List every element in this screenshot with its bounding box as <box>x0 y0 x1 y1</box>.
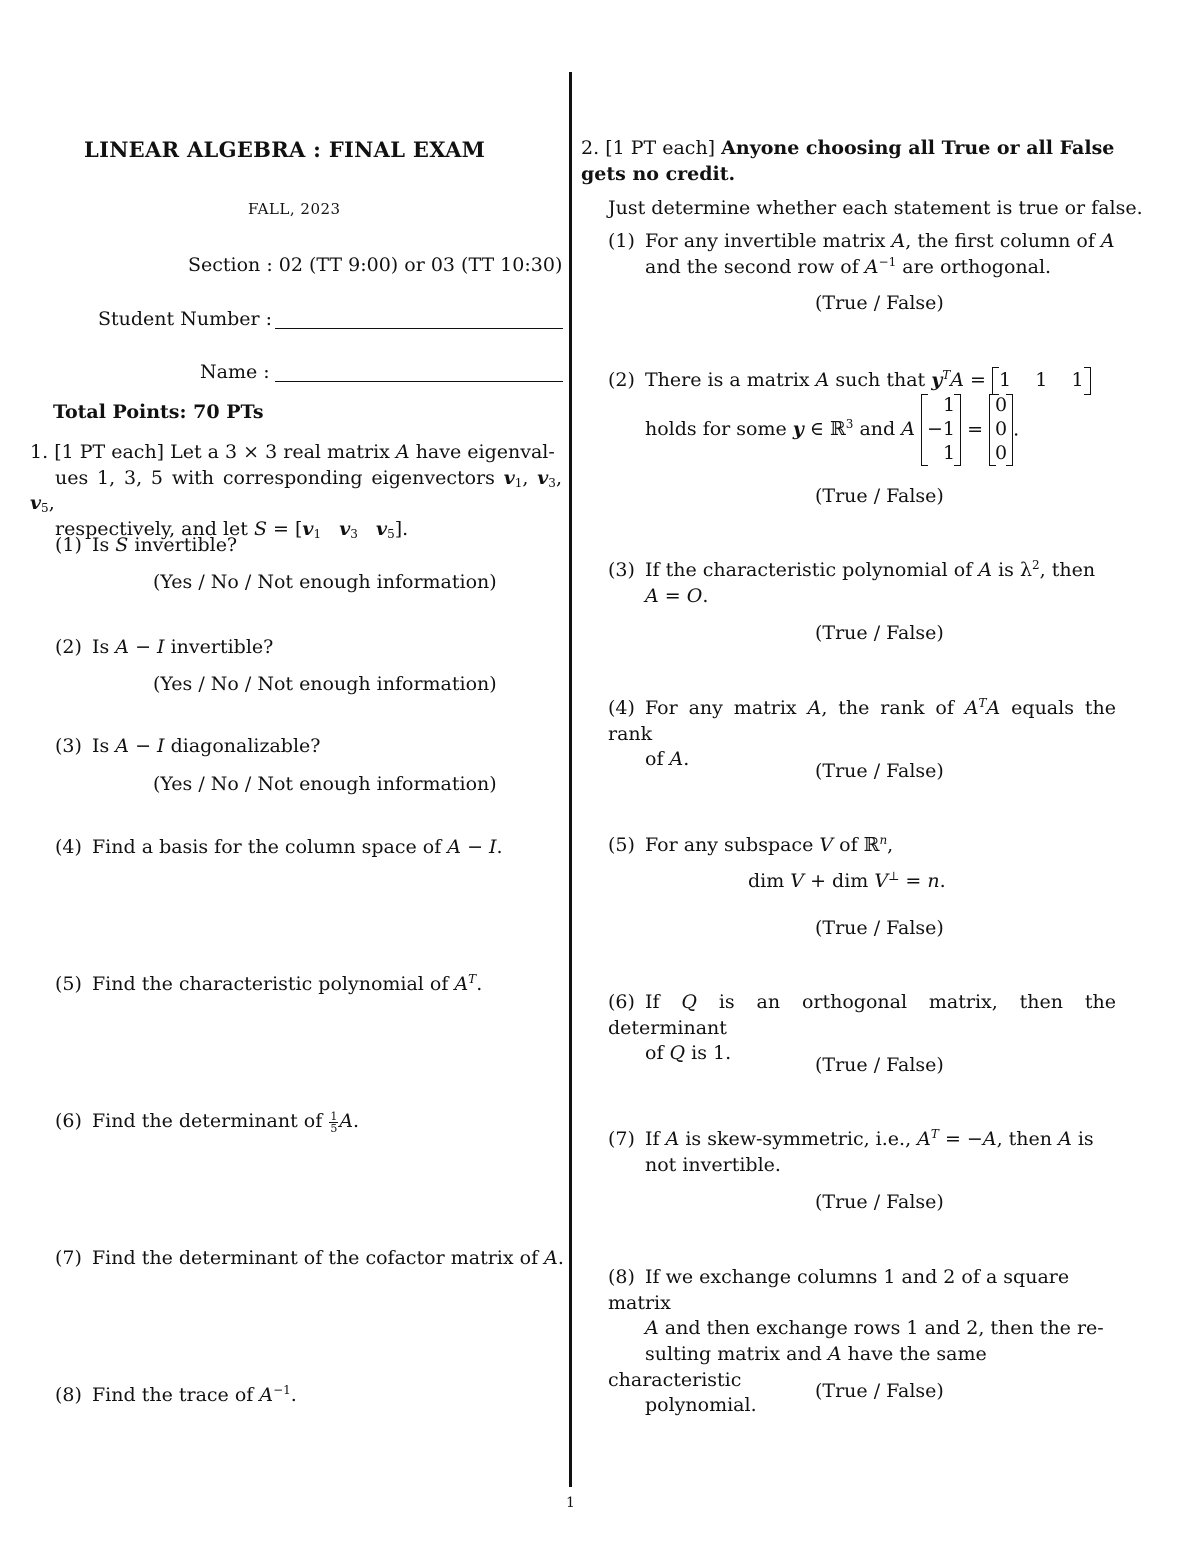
p2-question-5-formula: dim V + dim V⊥ = n. <box>748 869 946 892</box>
p2-answer-options-4[interactable]: (True / False) <box>815 760 944 782</box>
problem1-intro: 1. [1 PT each] Let a 3 × 3 real matrix A have eigenval- ues 1, 3, 5 with corresponding eigenvectors $v_1$, $v_3$, $v_5$, respectively, and let $S = [v_1$ $v_3$ $v_5$]. <box>30 441 562 541</box>
problem2-header <box>581 136 1116 187</box>
problem1-number: 1. <box>30 441 49 463</box>
p1-question-5: (5) Find the characteristic polynomial of $A^T$. <box>55 972 483 995</box>
student-number-field[interactable] <box>275 328 563 329</box>
problem2-instruction: Just determine whether each statement is true or false. <box>608 197 1143 219</box>
p2-question-3: (3) If the characteristic polynomial of A is $\lambda^2$, then A = O. <box>608 558 1096 607</box>
column-divider <box>569 72 572 1487</box>
p2-answer-options-5[interactable]: (True / False) <box>815 917 944 939</box>
total-points: Total Points: 70 PTs <box>53 401 264 423</box>
p2-answer-options-7[interactable]: (True / False) <box>815 1191 944 1213</box>
p1-question-7: (7) Find the determinant of the cofactor matrix of A. <box>55 1247 564 1269</box>
p2-answer-options-2[interactable]: (True / False) <box>815 485 944 507</box>
p2-answer-options-6[interactable]: (True / False) <box>815 1054 944 1076</box>
p1-answer-options-3[interactable]: (Yes / No / Not enough information) <box>153 773 497 795</box>
p2-question-5: (5) For any subspace V of ℝ$^n$, <box>608 833 894 856</box>
p2-answer-options-8[interactable]: (True / False) <box>815 1380 944 1402</box>
problem2-points: [1 PT each] <box>605 137 716 159</box>
problem1-points: [1 PT each] <box>54 441 165 463</box>
p2-question-2: (2) There is a matrix A such that $y^TA = 1$ 1 1 <box>608 367 1116 395</box>
name-label: Name : <box>200 361 270 383</box>
p2-question-7: (7) If A is skew-symmetric, i.e., $A^T = -A$, then A is not invertible. <box>608 1127 1094 1176</box>
problem2-warning: Anyone choosing all True or all False gets no credit. <box>581 137 1115 185</box>
p2-question-6: (6) If Q is an orthogonal matrix, then the determinant of Q is 1. <box>608 991 1116 1065</box>
section-line: Section : 02 (TT 9:00) or 03 (TT 10:30) <box>188 254 563 276</box>
p1-answer-options-2[interactable]: (Yes / No / Not enough information) <box>153 673 497 695</box>
p2-answer-options-3[interactable]: (True / False) <box>815 622 944 644</box>
p2-question-4: (4) For any matrix A, the rank of $A^TA$ equals the rank of A. <box>608 696 1116 771</box>
student-number-label: Student Number : <box>98 308 273 330</box>
p1-question-8: (8) Find the trace of $A^{-1}$. <box>55 1383 297 1406</box>
problem2-number: 2. <box>581 137 600 159</box>
p1-question-1: (1) Is S invertible? <box>55 534 238 556</box>
p2-question-1: (1) For any invertible matrix A, the first column of A and the second row of $A^{-1}$ are orthogonal. <box>608 230 1115 278</box>
exam-term: FALL, 2023 <box>248 200 341 218</box>
p1-question-3: (3) Is A − I diagonalizable? <box>55 735 321 757</box>
page-number: 1 <box>566 1495 575 1511</box>
exam-title: LINEAR ALGEBRA : FINAL EXAM <box>84 137 486 162</box>
p1-question-2: (2) Is A − I invertible? <box>55 636 274 658</box>
p1-answer-options-1[interactable]: (Yes / No / Not enough information) <box>153 571 497 593</box>
p2-question-2-cont: holds for some y ∈ ℝ$^3$ and A 1 −1 1 = 0 0 0. <box>645 394 1115 466</box>
p1-question-4: (4) Find a basis for the column space of A − I. <box>55 836 503 858</box>
p2-question-8: (8) If we exchange columns 1 and 2 of a square matrix A and then exchange rows 1 and 2, then the re- sulting matrix and A have the same characteristic polynomial. <box>608 1266 1104 1417</box>
p1-question-6: (6) Find the determinant of $\frac{1}{5}$ A. <box>55 1109 360 1135</box>
name-field[interactable] <box>275 381 563 382</box>
p2-answer-options-1[interactable]: (True / False) <box>815 292 944 314</box>
